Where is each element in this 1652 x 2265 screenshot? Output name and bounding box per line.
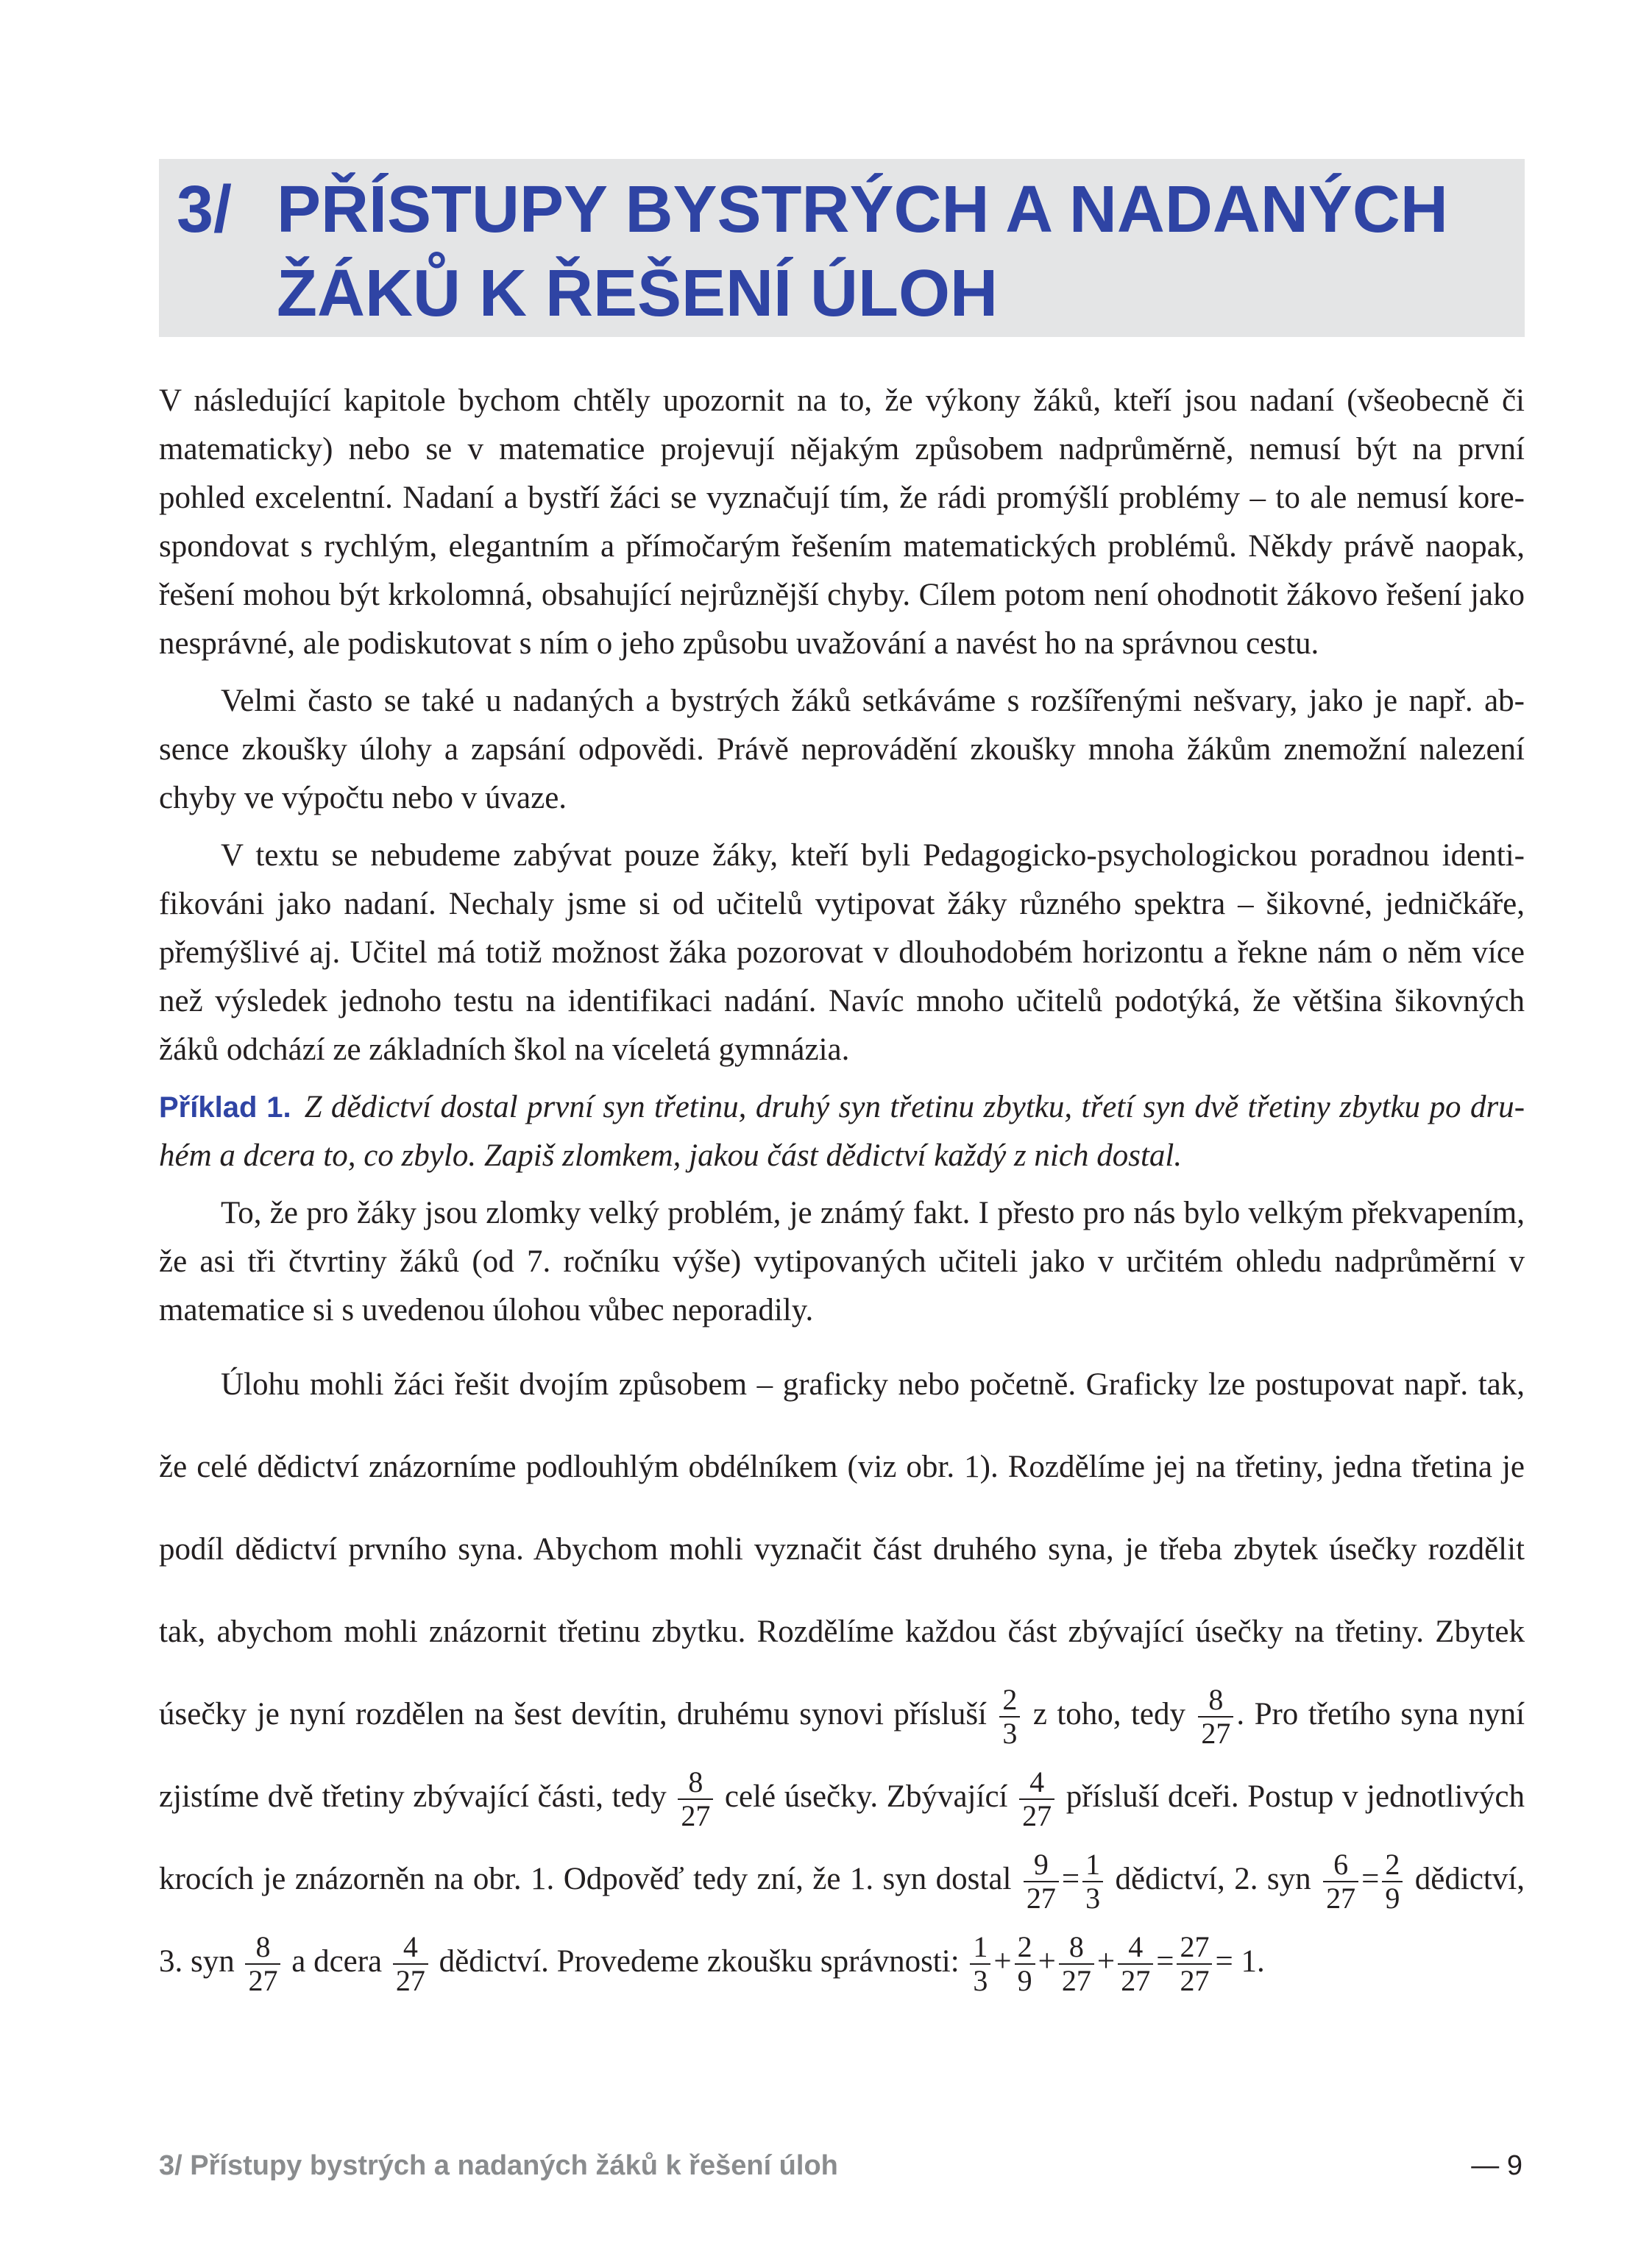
fraction-denominator: 3 <box>1085 1882 1101 1915</box>
fraction <box>245 1931 280 1997</box>
fraction <box>1024 1848 1059 1915</box>
fraction <box>678 1766 713 1832</box>
page-number: — 9 <box>1471 2150 1522 2181</box>
plus-sign: + <box>993 1944 1012 1979</box>
equals-sign: = <box>1061 1862 1080 1896</box>
paragraph-2: Velmi často se také u nadaných a bystrých žáků setkáváme s rozšířenými nešvary, jako je např. absence zkoušky úlohy a zapsání odpovědi. Právě neprovádění zkoušky mnoha žákům znemožní nalezení chyby ve výpočtu nebo v úvaze. <box>159 684 1525 815</box>
fraction-numerator: 6 <box>1323 1848 1358 1882</box>
fraction-denominator: 27 <box>1121 1964 1151 1998</box>
fraction-numerator: 8 <box>678 1766 713 1800</box>
solution-paragraph <box>159 1344 1525 2003</box>
footer-chapter-title: 3/ Přístupy bystrých a nadaných žáků k řešení úloh <box>159 2150 838 2181</box>
check-fraction <box>970 1931 990 1997</box>
fraction-denominator: 3 <box>973 1964 988 1998</box>
equals-sign: = <box>1361 1862 1380 1896</box>
fraction-denominator: 27 <box>395 1964 425 1998</box>
fraction-numerator: 8 <box>245 1931 280 1965</box>
fraction-numerator: 8 <box>1059 1931 1094 1965</box>
fraction-denominator: 27 <box>1326 1882 1356 1915</box>
equals-sign: = <box>1156 1944 1174 1979</box>
solution-text: a dcera <box>291 1944 383 1979</box>
chapter-number: 3/ <box>177 173 233 247</box>
paragraph-4: To, že pro žáky jsou zlomky velký problém, je známý fakt. I přesto pro nás bylo velkým překvapením, že asi tři čtvrtiny žáků (od 7. ročníku výše) vytipovaných učiteli jako v určitém ohledu nadprůměrní v matematice si s uvedenou úlohou vůbec neporadily. <box>159 1196 1525 1328</box>
fraction-numerator: 2 <box>1382 1848 1403 1882</box>
fraction <box>999 1684 1020 1750</box>
plus-sign: + <box>1038 1944 1056 1979</box>
fraction-denominator: 27 <box>1061 1964 1091 1998</box>
fraction-numerator: 4 <box>393 1931 428 1965</box>
solution-text: . Pro třetího syna nyní zjistíme dvě třetiny zbývající části, tedy <box>159 1697 1525 1814</box>
solution-text: dědictví, 3. syn <box>159 1862 1525 1979</box>
fraction <box>1382 1848 1403 1915</box>
fraction-denominator: 27 <box>681 1799 711 1833</box>
fraction-numerator: 1 <box>1082 1848 1103 1882</box>
check-fraction <box>1015 1931 1035 1997</box>
solution-text: z toho, tedy <box>1032 1697 1185 1731</box>
chapter-title-line-2: ŽÁKŮ K ŘEŠENÍ ÚLOH <box>277 257 999 330</box>
fraction-numerator: 2 <box>1015 1931 1035 1965</box>
example-text: Z dědictví dostal první syn třetinu, druhý syn třetinu zbytku, třetí syn dvě třetiny zbytku po druhém a dcera to, co zbylo. Zapiš zlomkem, jakou část dědictví každý z nich dostal. <box>159 1090 1525 1173</box>
check-fraction <box>1059 1931 1094 1997</box>
solution-text: přísluší dceři. Postup v jednotlivých krocích je znázorněn na obr. 1. Odpověď tedy zní, že 1. syn dostal <box>159 1779 1525 1896</box>
fraction-denominator: 9 <box>1385 1882 1400 1915</box>
check-fraction <box>1177 1931 1212 1997</box>
fraction-numerator: 8 <box>1198 1684 1233 1718</box>
check-result: = 1. <box>1215 1944 1265 1979</box>
paragraph-1: V následující kapitole bychom chtěly upozornit na to, že výkony žáků, kteří jsou nadaní (všeobecně či matematicky) nebo se v matematice projevují nějakým způsobem nadprůměrně, nemusí být na první pohled excelentní. Nadaní a bystří žáci se vyznačují tím, že rádi promýšlí problémy – to ale nemusí korespondovat s rychlým, elegantním a přímočarým řešením matematických problémů. Někdy právě naopak, řešení mohou být krkolomná, obsahující nejrůznější chyby. Cílem potom není ohodnotit žákovo řešení jako nesprávné, ale podiskutovat s ním o jeho způsobu uvažování a navést ho na správnou cestu. <box>159 383 1525 661</box>
solution-text: celé úsečky. Zbývající <box>724 1779 1008 1814</box>
body-text <box>159 377 1525 2012</box>
fraction-denominator: 27 <box>1022 1799 1052 1833</box>
example-label: Příklad 1. <box>159 1091 291 1124</box>
fraction-numerator: 4 <box>1019 1766 1054 1800</box>
fraction-denominator: 27 <box>1026 1882 1056 1915</box>
fraction-numerator: 4 <box>1118 1931 1153 1965</box>
fraction <box>1082 1848 1103 1915</box>
fraction-numerator: 2 <box>999 1684 1020 1718</box>
plus-sign: + <box>1096 1944 1116 1979</box>
solution-text: dědictví. Provedeme zkoušku správnosti: <box>439 1944 960 1979</box>
chapter-title-line-1: PŘÍSTUPY BYSTRÝCH A NADANÝCH <box>277 173 1448 247</box>
fraction <box>1323 1848 1358 1915</box>
fraction-denominator: 27 <box>1201 1717 1231 1751</box>
paragraph-3: V textu se nebudeme zabývat pouze žáky, kteří byli Pedagogicko-psychologickou poradnou identifikováni jako nadaní. Nechaly jsme si od učitelů vytipovat žáky různého spektra – šikovné, jedničkáře, přemýšlivé aj. Učitel má totiž možnost žáka pozorovat v dlouhodobém horizontu a řekne nám o něm více než výsledek jednoho testu na identifikaci nadání. Navíc mnoho učitelů podotýká, že většina šikovných žáků odchází ze základních škol na víceletá gymnázia. <box>159 838 1525 1067</box>
example-1 <box>159 1083 1525 1180</box>
fraction-numerator: 27 <box>1177 1931 1212 1965</box>
solution-text: dědictví, 2. syn <box>1115 1862 1311 1896</box>
fraction <box>1019 1766 1054 1832</box>
fraction-denominator: 27 <box>248 1964 278 1998</box>
fraction-denominator: 3 <box>1002 1717 1018 1751</box>
fraction-numerator: 9 <box>1024 1848 1059 1882</box>
fraction-numerator: 1 <box>970 1931 990 1965</box>
fraction <box>1198 1684 1233 1750</box>
fraction-denominator: 9 <box>1017 1964 1032 1998</box>
fraction <box>393 1931 428 1997</box>
check-fraction <box>1118 1931 1153 1997</box>
fraction-denominator: 27 <box>1180 1964 1210 1998</box>
solution-intro: Úlohu mohli žáci řešit dvojím způsobem – graficky nebo početně. Graficky lze postupovat např. tak, že celé dědictví znázorníme podlouhlým obdélníkem (viz obr. 1). Rozdělíme jej na třetiny, jedna třetina je podíl dědictví prvního syna. Abychom mohli vyznačit část druhého syna, je třeba zbytek úsečky rozdělit tak, abychom mohli znázornit třetinu zbytku. Rozdělíme každou část zbývající úsečky na třetiny. Zbytek úsečky je nyní rozdělen na šest devítin, druhému synovi přísluší <box>159 1367 1525 1731</box>
